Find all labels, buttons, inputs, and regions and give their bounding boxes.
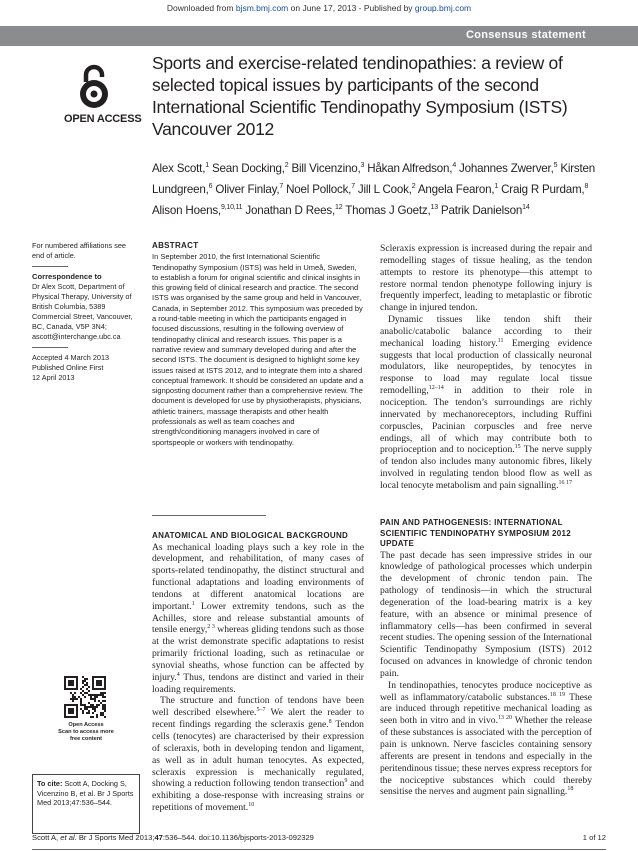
paragraph: Scleraxis expression is increased during the repair and remodelling stages of tissue healing, as the tendon attempts to restore its phenotype—this attempt to restore normal tendon phenotype following injury is frequently imperfect, leading to metaplastic or fibrotic change in injured tendon. (380, 243, 592, 314)
publisher-link[interactable]: group.bmj.com (414, 3, 472, 13)
body-column-right-bottom (380, 518, 592, 798)
correspondence-address: Dr Alex Scott, Department of Physical Therapy, University of British Columbia, 5389 Commercial Street, Vancouver, BC, Canada, V5P 3N4; ascott@interchange.ubc.ca (32, 282, 136, 342)
abstract-divider (152, 515, 266, 516)
abstract-heading: ABSTRACT (152, 241, 199, 250)
qr-caption: Open Access Scan to access more free content (58, 722, 114, 742)
affiliation-note: For numbered affiliations see end of article. (32, 241, 126, 260)
paragraph: In tendinopathies, tenocytes produce nociceptive as well as inflammatory/catabolic substances.$^{18 19}$ These are induced through repetitive mechanical loading as seen both in vitro and in vivo.$^{13 20}$ Whether the release of these substances is associated with the perception of pain is unknown. Nerve fascicles containing sensory afferents are present in tendons and especially in the peritendinous tissue; these nerves express receptors for the nociceptive substances which could thereby sensitise the nerves and augment pain signalling.$^{18}$ (380, 679, 593, 798)
article-type-label: Consensus statement (465, 29, 586, 41)
affiliation-number: 1 (494, 182, 499, 190)
affiliation-number: 8 (584, 182, 589, 190)
author-name: Thomas J Goetz, (345, 203, 431, 217)
divider (32, 347, 68, 348)
correspondence-heading: Correspondence to (32, 272, 102, 281)
citation-text: Scott A, Docking S, Vicenzino B, et al. Br J Sports Med 2013;47:536–544. (37, 779, 134, 808)
affiliation-number: 7 (351, 182, 355, 190)
paragraph: As mechanical loading plays such a key role in the development, and rehabilitation, of many cases of sports-related tendinopathy, the distinct structural and functional adaptations and loading environments of tendons at different anatomical locations are important.$^1$ Lower extremity tendons, such as the Achilles, store and release substantial amounts of tensile energy,$^{2 3}$ whereas gliding tendons such as those at the wrist demonstrate specific adaptations to resist primarily frictional loading, such as retinaculae or synovial sheaths, whose function can be affected by injury.$^4$ Thus, tendons are distinct and varied in their loading requirements. (152, 541, 364, 695)
author-name: Patrik Danielson (440, 203, 523, 217)
author-name: Angela Fearon, (417, 182, 495, 196)
author-name: Noel Pollock, (286, 182, 352, 196)
paragraph: Dynamic tissues like tendon shift their anabolic/catabolic balance according to their mechanical loading history.$^{11}$ Emerging evidence suggests that local production of classically neuronal modulators, like neuropeptides, by tenocytes in response to load may regulate local tissue remodelling,$^{12-14}$ in addition to their role in nociception. The tendon’s surroundings are richly innervated by mechanoreceptors, including Ruffini corpuscles, Pacinian corpuscles and free nerve endings, all of which may contribute both to proprioception and to nociception.$^{15}$ The nerve supply of tendon also includes many autonomic fibres, likely involved in regulating tendon blood flow as well as local tenocyte metabolism and pain signalling.$^{16 17}$ (380, 314, 592, 491)
footer-divider (32, 849, 606, 850)
affiliation-number: 1 (205, 162, 209, 169)
author-name: Craig R Purdam, (501, 182, 585, 196)
author-name: Kirsten Lundgreen, (152, 161, 596, 196)
author-name: Oliver Finlay, (215, 182, 280, 196)
author-name: Håkan Alfredson, (367, 161, 453, 175)
affiliation-number: 2 (284, 162, 289, 169)
affiliation-number: 2 (411, 182, 416, 190)
affiliation-number: 9,10,11 (220, 203, 243, 211)
author-name: Alex Scott, (152, 161, 206, 175)
author-name: Jill L Cook, (357, 182, 412, 196)
footer-citation: Scott A, et al. Br J Sports Med 2013;47:536–544. doi:10.1136/bjsports-2013-092329 (32, 833, 314, 842)
author-name: Sean Docking, (211, 161, 285, 175)
divider (32, 266, 68, 267)
article-sidebar (32, 241, 136, 383)
affiliation-number: 5 (553, 162, 558, 169)
body-column-right-top (380, 243, 592, 492)
correspondence-email[interactable]: ascott@interchange.ubc.ca (32, 332, 121, 341)
affiliation-number: 6 (208, 182, 213, 190)
open-access-logo (64, 64, 142, 125)
page-number: 1 of 12 (582, 833, 606, 842)
section-heading-pain: PAIN AND PATHOGENESIS: INTERNATIONAL SCIENTIFIC TENDINOPATHY SYMPOSIUM 2012 UPDATE (380, 518, 571, 548)
author-name: Johannes Zwerver, (459, 161, 554, 175)
citation-box (32, 774, 140, 834)
affiliation-number: 3 (360, 162, 365, 169)
qr-code-icon[interactable] (64, 676, 106, 718)
download-bar: Downloaded from bjsm.bmj.com on June 17, 2013 - Published by group.bmj.com (166, 3, 472, 13)
paragraph: The structure and function of tendons have been well described elsewhere.$^{5-7}$ We alert the reader to recent findings regarding the scleraxis gene.$^8$ Tendon cells (tenocytes) are characterised by their expression of scleraxis, both in developing tendon and ligament, as well as in adult human tenocytes. As expected, scleraxis expression is mechanically regulated, showing a reduction following tendon transection$^9$ and exhibiting a dose-response with increasing strains or repetitions of movement.$^{10}$ (152, 695, 364, 814)
author-name: Bill Vicenzino, (291, 161, 361, 175)
abstract-text: In September 2010, the first International Scientific Tendinopathy Symposium (ISTS) was held in Umeå, Sweden, to establish a forum for original scientific and clinical insights in this growing field of clinical research and practice. The second ISTS was organised by the same group and held in Vancouver, Canada, in September 2012. This symposium was preceded by a round-table meeting in which the participants engaged in focused discussions, resulting in the following overview of tendinopathy clinical and research issues. This paper is a narrative review and summary developed during and after the second ISTS. The document is designed to highlight some key issues raised at ISTS 2012, and to integrate them into a shared conceptual framework. It should be considered an update and a signposting document rather than a comprehensive review. The document is developed for use by physiotherapists, physicians, athletic trainers, massage therapists and other health professionals as well as team coaches and strength/conditioning managers involved in care of sportspeople or workers with tendinopathy. (152, 252, 364, 447)
author-name: Alison Hoens, (152, 203, 221, 217)
article-type-band (0, 26, 638, 46)
body-column-left (152, 531, 364, 814)
abstract (152, 241, 364, 448)
author-list (152, 157, 602, 220)
citation-label: To cite: (37, 779, 63, 788)
affiliation-number: 12 (335, 203, 343, 211)
article-dates: Accepted 4 March 2013 Published Online First 12 April 2013 (32, 353, 110, 382)
author-name: Jonathan D Rees, (245, 203, 336, 217)
affiliation-number: 7 (279, 182, 284, 190)
affiliation-number: 4 (452, 162, 457, 169)
section-heading-anatomical: ANATOMICAL AND BIOLOGICAL BACKGROUND (152, 531, 349, 540)
affiliation-number: 14 (522, 203, 530, 211)
paragraph: The past decade has seen impressive strides in our knowledge of pathological processes which underpin the development of chronic tendon pain. The pathology of tendinosis—in which the structural degeneration of the load-bearing matrix is a key feature, with an absence or minimal presence of inflammatory cells—has been confirmed in several recent studies. The opening session of the International Scientific Tendinopathy Symposium (ISTS) 2012 focused on advances in knowledge of chronic tendon pain. (380, 549, 592, 679)
open-lock-icon (77, 64, 111, 110)
journal-site-link[interactable]: bjsm.bmj.com (235, 3, 289, 13)
affiliation-number: 13 (430, 203, 438, 211)
open-access-text: OPEN ACCESS (64, 113, 142, 125)
article-title: Sports and exercise-related tendinopathies: a review of selected topical issues by participants of the second International Scientific Tendinopathy Symposium (ISTS) Vancouver 2012 (152, 53, 568, 139)
